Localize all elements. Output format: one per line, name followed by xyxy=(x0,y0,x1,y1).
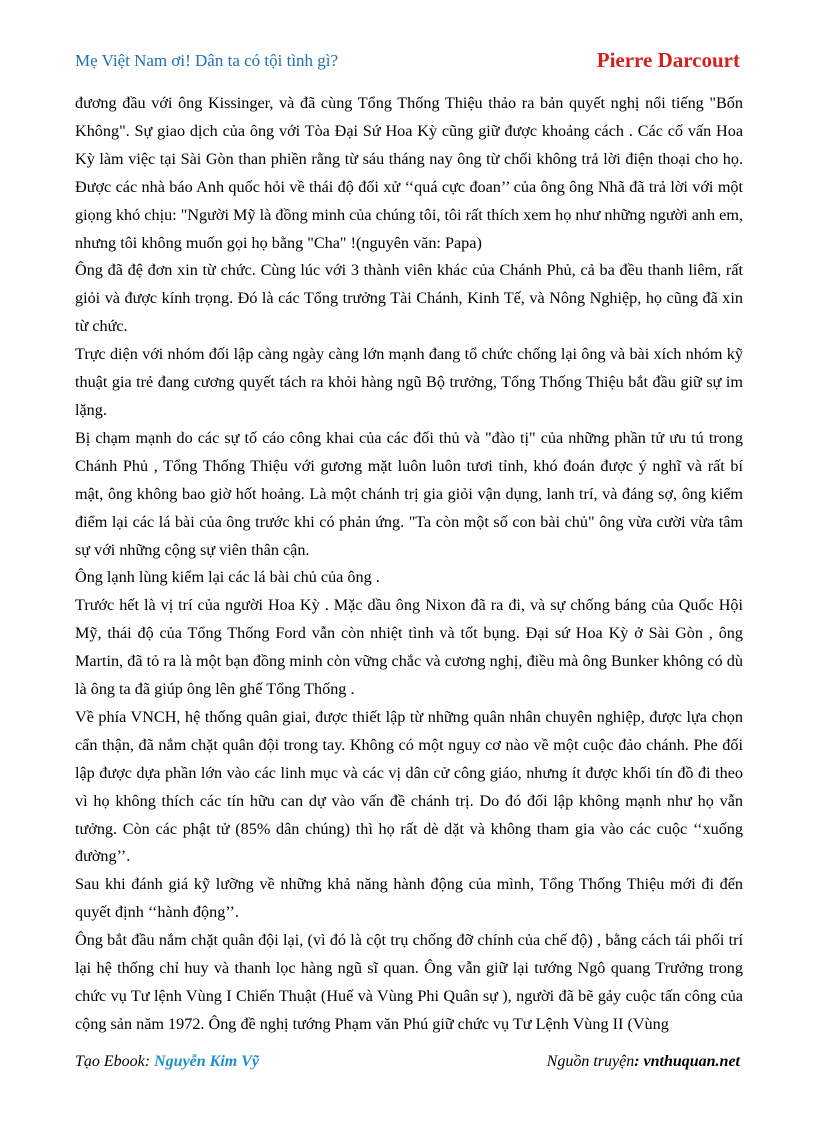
paragraph: Sau khi đánh giá kỹ lưỡng về những khả năng hành động của mình, Tổng Thống Thiệu mới đi đến quyết định ‘‘hành động’’. xyxy=(75,875,743,922)
paragraph: Ông đã đệ đơn xin từ chức. Cùng lúc với 3 thành viên khác của Chánh Phủ, cả ba đều thanh liêm, rất giỏi và được kính trọng. Đó là các Tổng trưởng Tài Chánh, Kinh Tế, và Nông Nghiệp, họ cũng đã xin từ chức. xyxy=(75,261,743,336)
page-header xyxy=(75,50,740,74)
paragraph: Về phía VNCH, hệ thống quân giai, được thiết lập từ những quân nhân chuyên nghiệp, được lựa chọn cẩn thận, đã nắm chặt quân đội trong tay. Không có một nguy cơ nào về một cuộc đảo chánh. Phe đối lập được dựa phần lớn vào các linh mục và các vị dân cử công giáo, nhưng ít được khối tín đồ đi theo vì họ không thích các tín hữu can dự vào vấn đề chánh trị. Do đó đối lập không mạnh như họ vẫn tưởng. Còn các phật tử (85% dân chúng) thì họ rất dè dặt và không tham gia vào các cuộc ‘‘xuống đường’’. xyxy=(75,707,743,866)
paragraph: đương đầu với ông Kissinger, và đã cùng Tổng Thống Thiệu thảo ra bản quyết nghị nổi tiếng "Bốn Không". Sự giao dịch của ông với Tòa Đại Sứ Hoa Kỳ cũng giữ được khoảng cách . Các cố vấn Hoa Kỳ làm việc tại Sài Gòn than phiền rằng từ sáu tháng nay ông từ chối không trả lời điện thoại cho họ. Được các nhà báo Anh quốc hỏi về thái độ đối xử ‘‘quá cực đoan’’ của ông ông Nhã đã trả lời với một giọng khó chịu: "Người Mỹ là đồng minh của chúng tôi, tôi rất thích xem họ như những người anh em, nhưng tôi không muốn gọi họ bằng "Cha" !(nguyên văn: Papa) xyxy=(75,94,743,252)
source-label: Nguồn truyện xyxy=(546,1053,635,1070)
paragraph: Trực diện với nhóm đối lập càng ngày càng lớn mạnh đang tổ chức chống lại ông và bài xích nhóm kỹ thuật gia trẻ đang cương quyết tách ra khỏi hàng ngũ Bộ trưởng, Tổng Thống Thiệu bắt đầu giữ sự im lặng. xyxy=(75,345,743,419)
ebook-credit: Tạo Ebook: Nguyễn Kim Vỹ xyxy=(75,1053,259,1070)
author-name: Pierre Darcourt xyxy=(596,48,740,72)
ebook-label: Tạo Ebook xyxy=(75,1053,145,1070)
book-title: Mẹ Việt Nam ơi! Dân ta có tội tình gì? xyxy=(75,51,339,70)
paragraph: Bị chạm mạnh do các sự tố cáo công khai của các đối thủ và "đào tị" của những phần tử ưu tú trong Chánh Phủ , Tổng Thống Thiệu với gương mặt luôn luôn tươi tỉnh, khó đoán được ý nghĩ và rất bí mật, ông không bao giờ hốt hoảng. Là một chánh trị gia giỏi vận dụng, lanh trí, và đáng sợ, ông kiểm điểm lại các lá bài của ông trước khi có phản ứng. "Ta còn một số con bài chủ" ông vừa cười vừa tâm sự với những cộng sự viên thân cận. xyxy=(75,428,743,559)
source-credit: Nguồn truyện: vnthuquan.net xyxy=(546,1053,740,1070)
paragraph: Trước hết là vị trí của người Hoa Kỳ . Mặc dầu ông Nixon đã ra đi, và sự chống báng của Quốc Hội Mỹ, thái độ của Tổng Thống Ford vẫn còn nhiệt tình và tốt bụng. Đại sứ Hoa Kỳ ở Sài Gòn , ông Martin, đã tỏ ra là một bạn đồng minh còn vững chắc và cương nghị, điều mà ông Bunker không có dù là ông ta đã giúp ông lên ghế Tổng Thống . xyxy=(75,596,743,699)
source-site: vnthuquan.net xyxy=(643,1053,740,1070)
paragraph: Ông lạnh lùng kiểm lại các lá bài chủ của ông . xyxy=(75,568,380,587)
page-body xyxy=(75,90,743,1039)
page-footer xyxy=(75,1053,740,1075)
ebook-creator: Nguyễn Kim Vỹ xyxy=(154,1053,259,1070)
paragraph: Ông bắt đầu nắm chặt quân đội lại, (vì đó là cột trụ chống đỡ chính của chế độ) , bằng cách tái phối trí lại hệ thống chỉ huy và thanh lọc hàng ngũ sĩ quan. Ông vẫn giữ lại tướng Ngô quang Trưởng trong chức vụ Tư lệnh Vùng I Chiến Thuật (Huế và Vùng Phi Quân sự ), người đã bẽ gảy cuộc tấn công của cộng sản năm 1972. Ông đề nghị tướng Phạm văn Phú giữ chức vụ Tư Lệnh Vùng II (Vùng xyxy=(75,931,743,1033)
